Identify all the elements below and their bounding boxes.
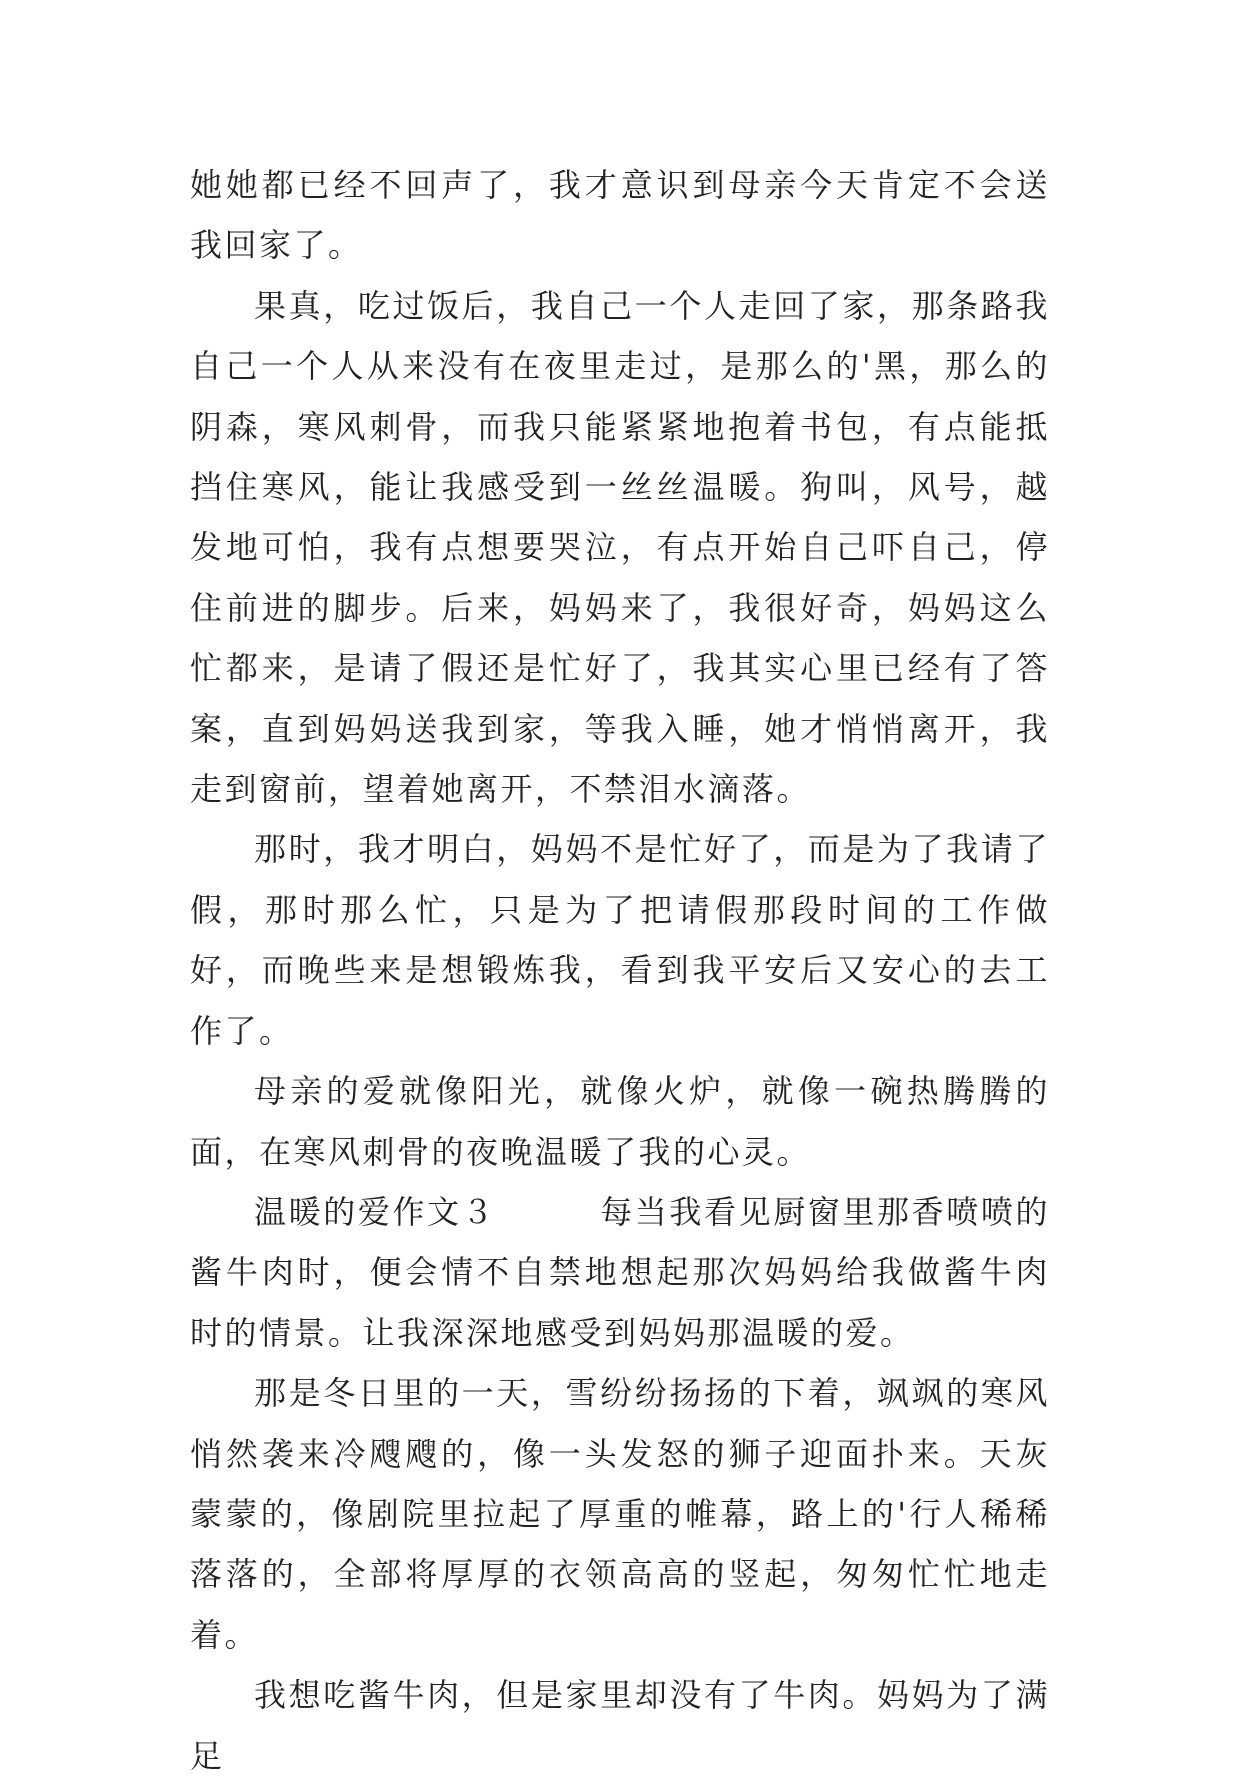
paragraph-7: 我想吃酱牛肉，但是家里却没有了牛肉。妈妈为了满足 (190, 1676, 1050, 1775)
paragraph-1: 她她都已经不回声了，我才意识到母亲今天肯定不会送我回家了。 (190, 166, 1050, 265)
paragraph-5: 温暖的爱作文３ 每当我看见厨窗里那香喷喷的酱牛肉时，便会情不自禁地想起那次妈妈给我做酱牛肉时的情景。让我深深地感受到妈妈那温暖的爱。 (190, 1192, 1050, 1352)
paragraph-6: 那是冬日里的一天，雪纷纷扬扬的下着，飒飒的寒风悄然袭来冷飕飕的，像一头发怒的狮子迎面扑来。天灰蒙蒙的，像剧院里拉起了厚重的帷幕，路上的'行人稀稀落落的，全部将厚厚的衣领高高的竖起，匆匆忙忙地走着。 (190, 1374, 1050, 1654)
article-body (190, 155, 1050, 1786)
paragraph-4: 母亲的爱就像阳光，就像火炉，就像一碗热腾腾的面，在寒风刺骨的夜晚温暖了我的心灵。 (190, 1072, 1050, 1171)
paragraph-3: 那时，我才明白，妈妈不是忙好了，而是为了我请了假，那时那么忙，只是为了把请假那段时间的工作做好，而晚些来是想锻炼我，看到我平安后又安心的去工作了。 (190, 830, 1050, 1050)
paragraph-2: 果真，吃过饭后，我自己一个人走回了家，那条路我自己一个人从来没有在夜里走过，是那么的'黑，那么的阴森，寒风刺骨，而我只能紧紧地抱着书包，有点能抵挡住寒风，能让我感受到一丝丝温暖。狗叫，风号，越发地可怕，我有点想要哭泣，有点开始自己吓自己，停住前进的脚步。后来，妈妈来了，我很好奇，妈妈这么忙都来，是请了假还是忙好了，我其实心里已经有了答案，直到妈妈送我到家，等我入睡，她才悄悄离开，我走到窗前，望着她离开，不禁泪水滴落。 (190, 286, 1050, 809)
